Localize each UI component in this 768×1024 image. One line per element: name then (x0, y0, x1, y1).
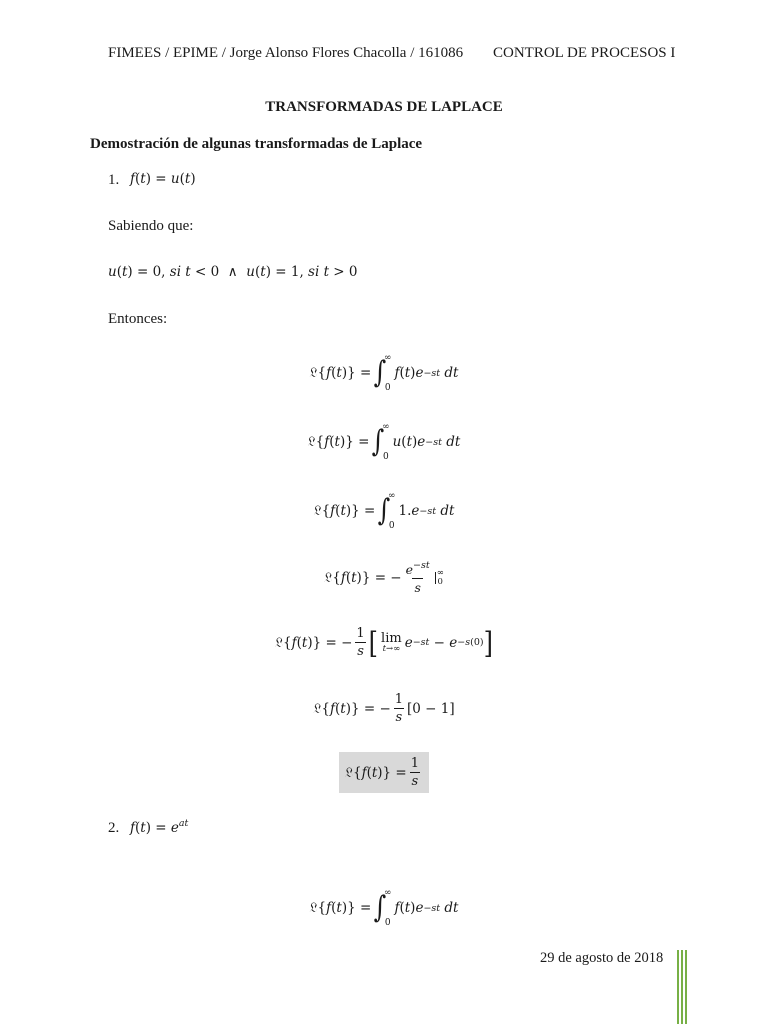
laplace-step-substituted: 𝔏{ f ( t )} = − $\frac{1}{s}$ [0 − 1] (313, 692, 455, 725)
laplace-step-one: 𝔏{ f ( t )} = ∫ ∞ 0 1. e −st dt (313, 491, 455, 531)
page-title: TRANSFORMADAS DE LAPLACE (265, 99, 503, 115)
laplace-step-evaluation: 𝔏{ f ( t )} = − $\frac{e^{-st}}{s}$ ∞ 0 (324, 560, 444, 595)
laplace-definition-2: 𝔏{ f ( t )} = ∫ ∞ 0 f ( t ) e −st dt (309, 888, 459, 928)
item-equation-1: f(t) = u(t) (130, 171, 196, 187)
item-number-2: 2. (108, 820, 120, 836)
then-text: Entonces: (108, 311, 168, 327)
laplace-definition: 𝔏{ f ( t )} = ∫ ∞ 0 f ( t ) e −st dt (309, 353, 459, 393)
footer-rule-3 (685, 950, 687, 1024)
header-right: CONTROL DE PROCESOS I (493, 45, 676, 61)
knowing-text: Sabiendo que: (108, 218, 194, 234)
item-number-1: 1. (108, 172, 120, 188)
laplace-result: 𝔏{ f ( t )} = $\frac{1}{s}$ (0, 752, 768, 793)
footer-rule-1 (677, 950, 679, 1024)
footer-date: 29 de agosto de 2018 (540, 950, 664, 966)
laplace-step-limit: 𝔏{ f ( t )} = − $\frac{1}{s}$ [ lim t→∞ e −st − e −s(0) ] (275, 625, 493, 660)
header-left: FIMEES / EPIME / Jorge Alonso Flores Chacolla / 161086 (108, 45, 464, 61)
section-heading: Demostración de algunas transformadas de Laplace (90, 136, 423, 152)
footer-rule-2 (681, 950, 683, 1024)
laplace-step-substitution: 𝔏{ f ( t )} = ∫ ∞ 0 u ( t ) e −st dt (307, 422, 461, 462)
unit-step-condition: u(t) = 0, si t < 0 ∧ u(t) = 1, si t > 0 (108, 264, 358, 280)
item-equation-2: $f(t) = e^{at}$ (130, 818, 189, 836)
